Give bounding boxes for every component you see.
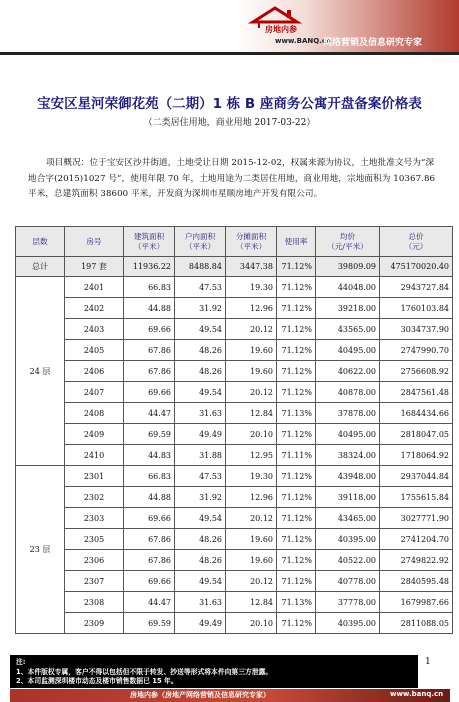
table-cell: 48.26 xyxy=(175,550,226,571)
total-cell: 197 套 xyxy=(65,257,124,277)
table-cell: 71.12% xyxy=(277,382,316,403)
column-header: 建筑面积 （平米） xyxy=(124,227,175,257)
table-cell: 67.86 xyxy=(124,340,175,361)
table-cell: 48.26 xyxy=(175,361,226,382)
table-cell: 37878.00 xyxy=(316,403,380,424)
document-subtitle: （二类居住用地，商业用地 2017-03-22） xyxy=(143,118,316,128)
table-cell: 71.12% xyxy=(277,571,316,592)
price-table xyxy=(15,226,453,634)
table-cell: 67.86 xyxy=(124,361,175,382)
table-cell: 71.13% xyxy=(277,403,316,424)
table-cell: 44.47 xyxy=(124,403,175,424)
table-cell: 19.60 xyxy=(226,550,277,571)
floor-cell: 23 层 xyxy=(16,466,65,634)
table-cell: 69.59 xyxy=(124,424,175,445)
column-header: 使用率 xyxy=(277,227,316,257)
table-cell: 2811088.05 xyxy=(380,613,453,634)
table-cell: 66.83 xyxy=(124,277,175,298)
total-cell: 39809.09 xyxy=(316,257,380,277)
table-cell: 71.12% xyxy=(277,550,316,571)
table-cell: 19.60 xyxy=(226,340,277,361)
table-cell: 2403 xyxy=(65,319,124,340)
table-row xyxy=(16,592,453,613)
table-cell: 20.10 xyxy=(226,424,277,445)
table-cell: 44.83 xyxy=(124,445,175,466)
table-cell: 3034737.90 xyxy=(380,319,453,340)
footer-bar xyxy=(10,689,450,702)
table-cell: 12.84 xyxy=(226,403,277,424)
notes-heading: 注: xyxy=(16,658,26,666)
table-cell: 2407 xyxy=(65,382,124,403)
top-divider xyxy=(0,52,459,55)
notes-box xyxy=(10,655,418,688)
table-cell: 12.84 xyxy=(226,592,277,613)
table-cell: 49.54 xyxy=(175,571,226,592)
table-cell: 19.30 xyxy=(226,466,277,487)
table-cell: 71.13% xyxy=(277,592,316,613)
brand-site: www.BANQ.cn xyxy=(275,37,331,45)
document-title: 宝安区星河荣御花苑（二期）1 栋 B 座商务公寓开盘备案价格表 xyxy=(37,96,422,112)
table-row xyxy=(16,613,453,634)
table-cell: 66.83 xyxy=(124,466,175,487)
table-cell: 2406 xyxy=(65,361,124,382)
table-cell: 38324.00 xyxy=(316,445,380,466)
table-cell: 2818047.05 xyxy=(380,424,453,445)
floor-cell: 24 层 xyxy=(16,277,65,466)
table-cell: 40395.00 xyxy=(316,529,380,550)
table-cell: 71.12% xyxy=(277,613,316,634)
total-row xyxy=(16,257,453,277)
table-cell: 71.12% xyxy=(277,487,316,508)
table-cell: 67.86 xyxy=(124,529,175,550)
table-cell: 31.92 xyxy=(175,487,226,508)
page-number: 1 xyxy=(425,657,431,667)
column-header: 户内面积 （平米） xyxy=(175,227,226,257)
table-cell: 2408 xyxy=(65,403,124,424)
table-cell: 69.59 xyxy=(124,613,175,634)
table-cell: 40495.00 xyxy=(316,340,380,361)
column-header: 层数 xyxy=(16,227,65,257)
table-cell: 1755615.84 xyxy=(380,487,453,508)
table-cell: 69.66 xyxy=(124,508,175,529)
table-row xyxy=(16,487,453,508)
table-row xyxy=(16,403,453,424)
table-cell: 71.12% xyxy=(277,361,316,382)
table-cell: 44048.00 xyxy=(316,277,380,298)
table-cell: 43465.00 xyxy=(316,508,380,529)
column-header: 均价 （元/平米） xyxy=(316,227,380,257)
table-cell: 19.30 xyxy=(226,277,277,298)
table-cell: 47.53 xyxy=(175,466,226,487)
total-cell: 11936.22 xyxy=(124,257,175,277)
table-cell: 47.53 xyxy=(175,277,226,298)
total-cell: 8488.84 xyxy=(175,257,226,277)
table-cell: 2937044.84 xyxy=(380,466,453,487)
table-cell: 71.11% xyxy=(277,445,316,466)
table-cell: 49.49 xyxy=(175,613,226,634)
table-row xyxy=(16,277,453,298)
table-row xyxy=(16,382,453,403)
table-cell: 2847561.48 xyxy=(380,382,453,403)
table-row xyxy=(16,319,453,340)
table-cell: 71.12% xyxy=(277,298,316,319)
table-cell: 69.66 xyxy=(124,319,175,340)
table-cell: 31.92 xyxy=(175,298,226,319)
table-cell: 1679987.66 xyxy=(380,592,453,613)
table-cell: 40495.00 xyxy=(316,424,380,445)
table-cell: 67.86 xyxy=(124,550,175,571)
table-cell: 49.54 xyxy=(175,319,226,340)
table-cell: 2943727.84 xyxy=(380,277,453,298)
table-cell: 20.12 xyxy=(226,508,277,529)
table-cell: 39118.00 xyxy=(316,487,380,508)
table-cell: 71.12% xyxy=(277,319,316,340)
table-cell: 71.12% xyxy=(277,508,316,529)
project-overview: 项目概况：位于宝安区沙井街道，土地受让日期 2015-12-02，权属来源为协议，土地批准文号为“深地合字(2015)1027 号”，使用年限 70 年，土地用途为二类居住用地，商业用地，宗地面积为 10367.86 平米，总建筑面积 38600 平米，开发商为深圳市星顺房地产开发有限公司。 xyxy=(28,158,436,199)
table-cell: 71.12% xyxy=(277,424,316,445)
column-header: 房号 xyxy=(65,227,124,257)
table-cell: 1718064.92 xyxy=(380,445,453,466)
table-cell: 44.88 xyxy=(124,487,175,508)
table-cell: 40522.00 xyxy=(316,550,380,571)
table-cell: 2308 xyxy=(65,592,124,613)
column-header: 总价 （元） xyxy=(380,227,453,257)
table-cell: 49.54 xyxy=(175,508,226,529)
table-cell: 31.63 xyxy=(175,403,226,424)
total-cell: 总计 xyxy=(16,257,65,277)
table-cell: 39218.00 xyxy=(316,298,380,319)
table-cell: 20.12 xyxy=(226,382,277,403)
table-cell: 2302 xyxy=(65,487,124,508)
table-cell: 12.96 xyxy=(226,298,277,319)
table-header-row xyxy=(16,227,453,257)
table-cell: 49.54 xyxy=(175,382,226,403)
table-cell: 2405 xyxy=(65,340,124,361)
table-cell: 20.10 xyxy=(226,613,277,634)
table-cell: 40395.00 xyxy=(316,613,380,634)
table-cell: 2305 xyxy=(65,529,124,550)
table-row xyxy=(16,424,453,445)
table-cell: 40622.00 xyxy=(316,361,380,382)
table-row xyxy=(16,361,453,382)
column-header: 分摊面积 （平米） xyxy=(226,227,277,257)
table-cell: 71.12% xyxy=(277,340,316,361)
table-cell: 31.88 xyxy=(175,445,226,466)
table-row xyxy=(16,571,453,592)
total-cell: 3447.38 xyxy=(226,257,277,277)
header-banner xyxy=(237,0,459,52)
table-cell: 2756608.92 xyxy=(380,361,453,382)
table-cell: 71.12% xyxy=(277,277,316,298)
table-row xyxy=(16,340,453,361)
table-cell: 2749822.92 xyxy=(380,550,453,571)
table-cell: 40878.00 xyxy=(316,382,380,403)
table-cell: 2741204.70 xyxy=(380,529,453,550)
table-cell: 3027771.90 xyxy=(380,508,453,529)
table-cell: 2303 xyxy=(65,508,124,529)
table-cell: 19.60 xyxy=(226,361,277,382)
table-cell: 69.66 xyxy=(124,382,175,403)
table-row xyxy=(16,298,453,319)
table-cell: 2307 xyxy=(65,571,124,592)
table-cell: 48.26 xyxy=(175,529,226,550)
table-cell: 43948.00 xyxy=(316,466,380,487)
table-row xyxy=(16,445,453,466)
table-row xyxy=(16,550,453,571)
table-cell: 1760103.84 xyxy=(380,298,453,319)
table-cell: 71.12% xyxy=(277,466,316,487)
table-cell: 40778.00 xyxy=(316,571,380,592)
table-cell: 44.47 xyxy=(124,592,175,613)
table-cell: 71.12% xyxy=(277,529,316,550)
table-cell: 12.96 xyxy=(226,487,277,508)
table-cell: 2309 xyxy=(65,613,124,634)
table-cell: 37778.00 xyxy=(316,592,380,613)
table-cell: 2401 xyxy=(65,277,124,298)
total-cell: 71.12% xyxy=(277,257,316,277)
table-cell: 2306 xyxy=(65,550,124,571)
table-cell: 2747990.70 xyxy=(380,340,453,361)
table-cell: 49.49 xyxy=(175,424,226,445)
table-cell: 2402 xyxy=(65,298,124,319)
table-cell: 2410 xyxy=(65,445,124,466)
table-cell: 2301 xyxy=(65,466,124,487)
table-cell: 2409 xyxy=(65,424,124,445)
table-cell: 1684434.66 xyxy=(380,403,453,424)
table-cell: 48.26 xyxy=(175,340,226,361)
table-cell: 2840595.48 xyxy=(380,571,453,592)
footer-site: www.banq.cn xyxy=(390,690,444,698)
total-cell: 475170020.40 xyxy=(380,257,453,277)
brand-name: 房地内参 xyxy=(265,25,297,34)
table-cell: 69.66 xyxy=(124,571,175,592)
table-cell: 12.95 xyxy=(226,445,277,466)
brand-tagline: 网络营销及信息研究专家 xyxy=(323,38,423,48)
table-row xyxy=(16,466,453,487)
note-line: 2、本司监测深圳楼市动态及楼市销售数据已 15 年。 xyxy=(16,677,178,685)
table-row xyxy=(16,529,453,550)
table-cell: 44.88 xyxy=(124,298,175,319)
table-cell: 31.63 xyxy=(175,592,226,613)
footer-text: 房地内参（房地产网络营销及信息研究专家） xyxy=(130,691,270,699)
table-cell: 19.60 xyxy=(226,529,277,550)
table-cell: 20.12 xyxy=(226,571,277,592)
note-line: 1、本件版权专属，客户不得以包括但不限于转发、抄送等形式将本件向第三方泄露。 xyxy=(16,667,273,676)
table-cell: 20.12 xyxy=(226,319,277,340)
table-cell: 43565.00 xyxy=(316,319,380,340)
table-row xyxy=(16,508,453,529)
